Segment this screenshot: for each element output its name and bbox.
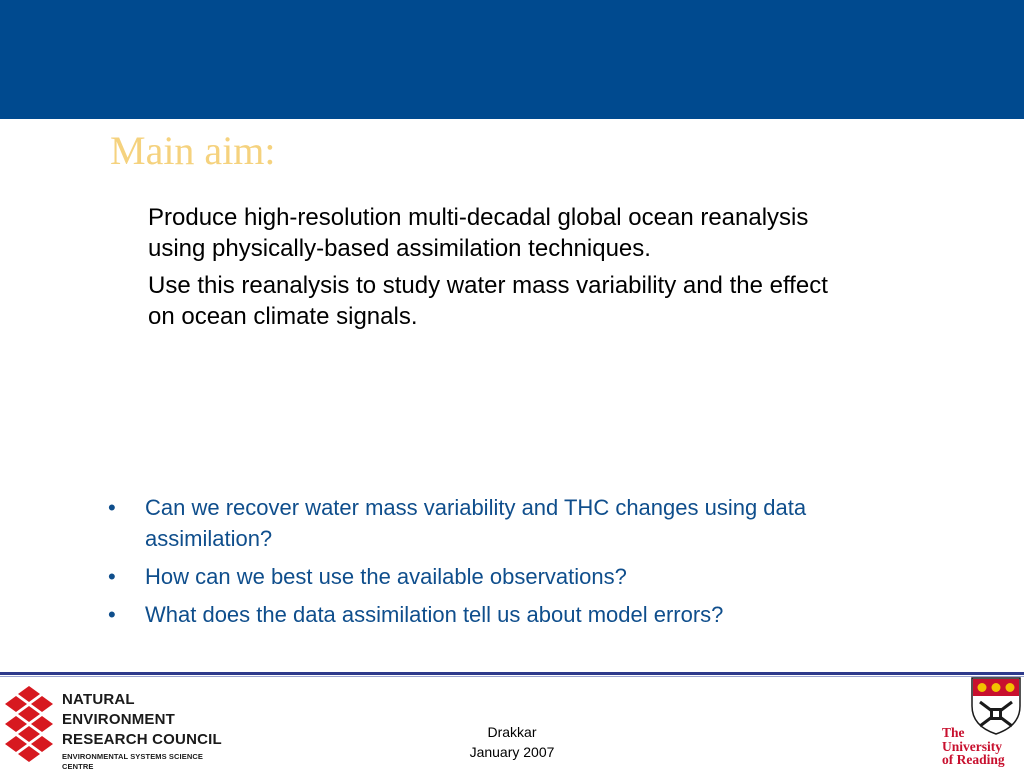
nerc-subtitle: ENVIRONMENTAL SYSTEMS SCIENCE CENTRE bbox=[62, 752, 203, 771]
nerc-emblem-icon bbox=[2, 686, 56, 762]
bullet: • bbox=[108, 602, 116, 627]
list-item bbox=[104, 599, 924, 630]
questions-list bbox=[104, 492, 924, 637]
header-band bbox=[0, 0, 1024, 119]
question-text: Can we recover water mass variability and THC changes using data assimilation? bbox=[145, 495, 807, 551]
list-item bbox=[104, 561, 924, 592]
footer-divider bbox=[0, 672, 1024, 675]
footer-divider-thin bbox=[0, 676, 1024, 677]
nerc-wordmark bbox=[62, 690, 230, 772]
footer-caption bbox=[412, 722, 612, 762]
uor-line: of Reading bbox=[942, 752, 1005, 767]
question-text: What does the data assimilation tell us about model errors? bbox=[145, 602, 724, 627]
nerc-logo bbox=[0, 682, 230, 771]
university-of-reading-logo bbox=[936, 676, 1024, 768]
nerc-line: NATURAL bbox=[62, 691, 135, 708]
aims-block bbox=[148, 202, 848, 338]
footer-date: January 2007 bbox=[469, 744, 555, 760]
bullet: • bbox=[108, 495, 116, 520]
nerc-line: ENVIRONMENT bbox=[62, 711, 176, 728]
slide-title: Main aim: bbox=[110, 128, 276, 173]
aim-paragraph: Produce high-resolution multi-decadal global ocean reanalysis using physically-based assimilation techniques. bbox=[148, 204, 809, 262]
uor-wordmark bbox=[942, 726, 1005, 767]
nerc-line: RESEARCH COUNCIL bbox=[62, 731, 222, 748]
footer-event: Drakkar bbox=[487, 724, 537, 740]
aim-paragraph: Use this reanalysis to study water mass variability and the effect on ocean climate signals. bbox=[148, 272, 828, 330]
list-item bbox=[104, 492, 924, 554]
uor-line: University bbox=[942, 738, 1002, 754]
uor-line: The bbox=[942, 725, 965, 740]
question-text: How can we best use the available observations? bbox=[145, 564, 627, 589]
bullet: • bbox=[108, 564, 116, 589]
